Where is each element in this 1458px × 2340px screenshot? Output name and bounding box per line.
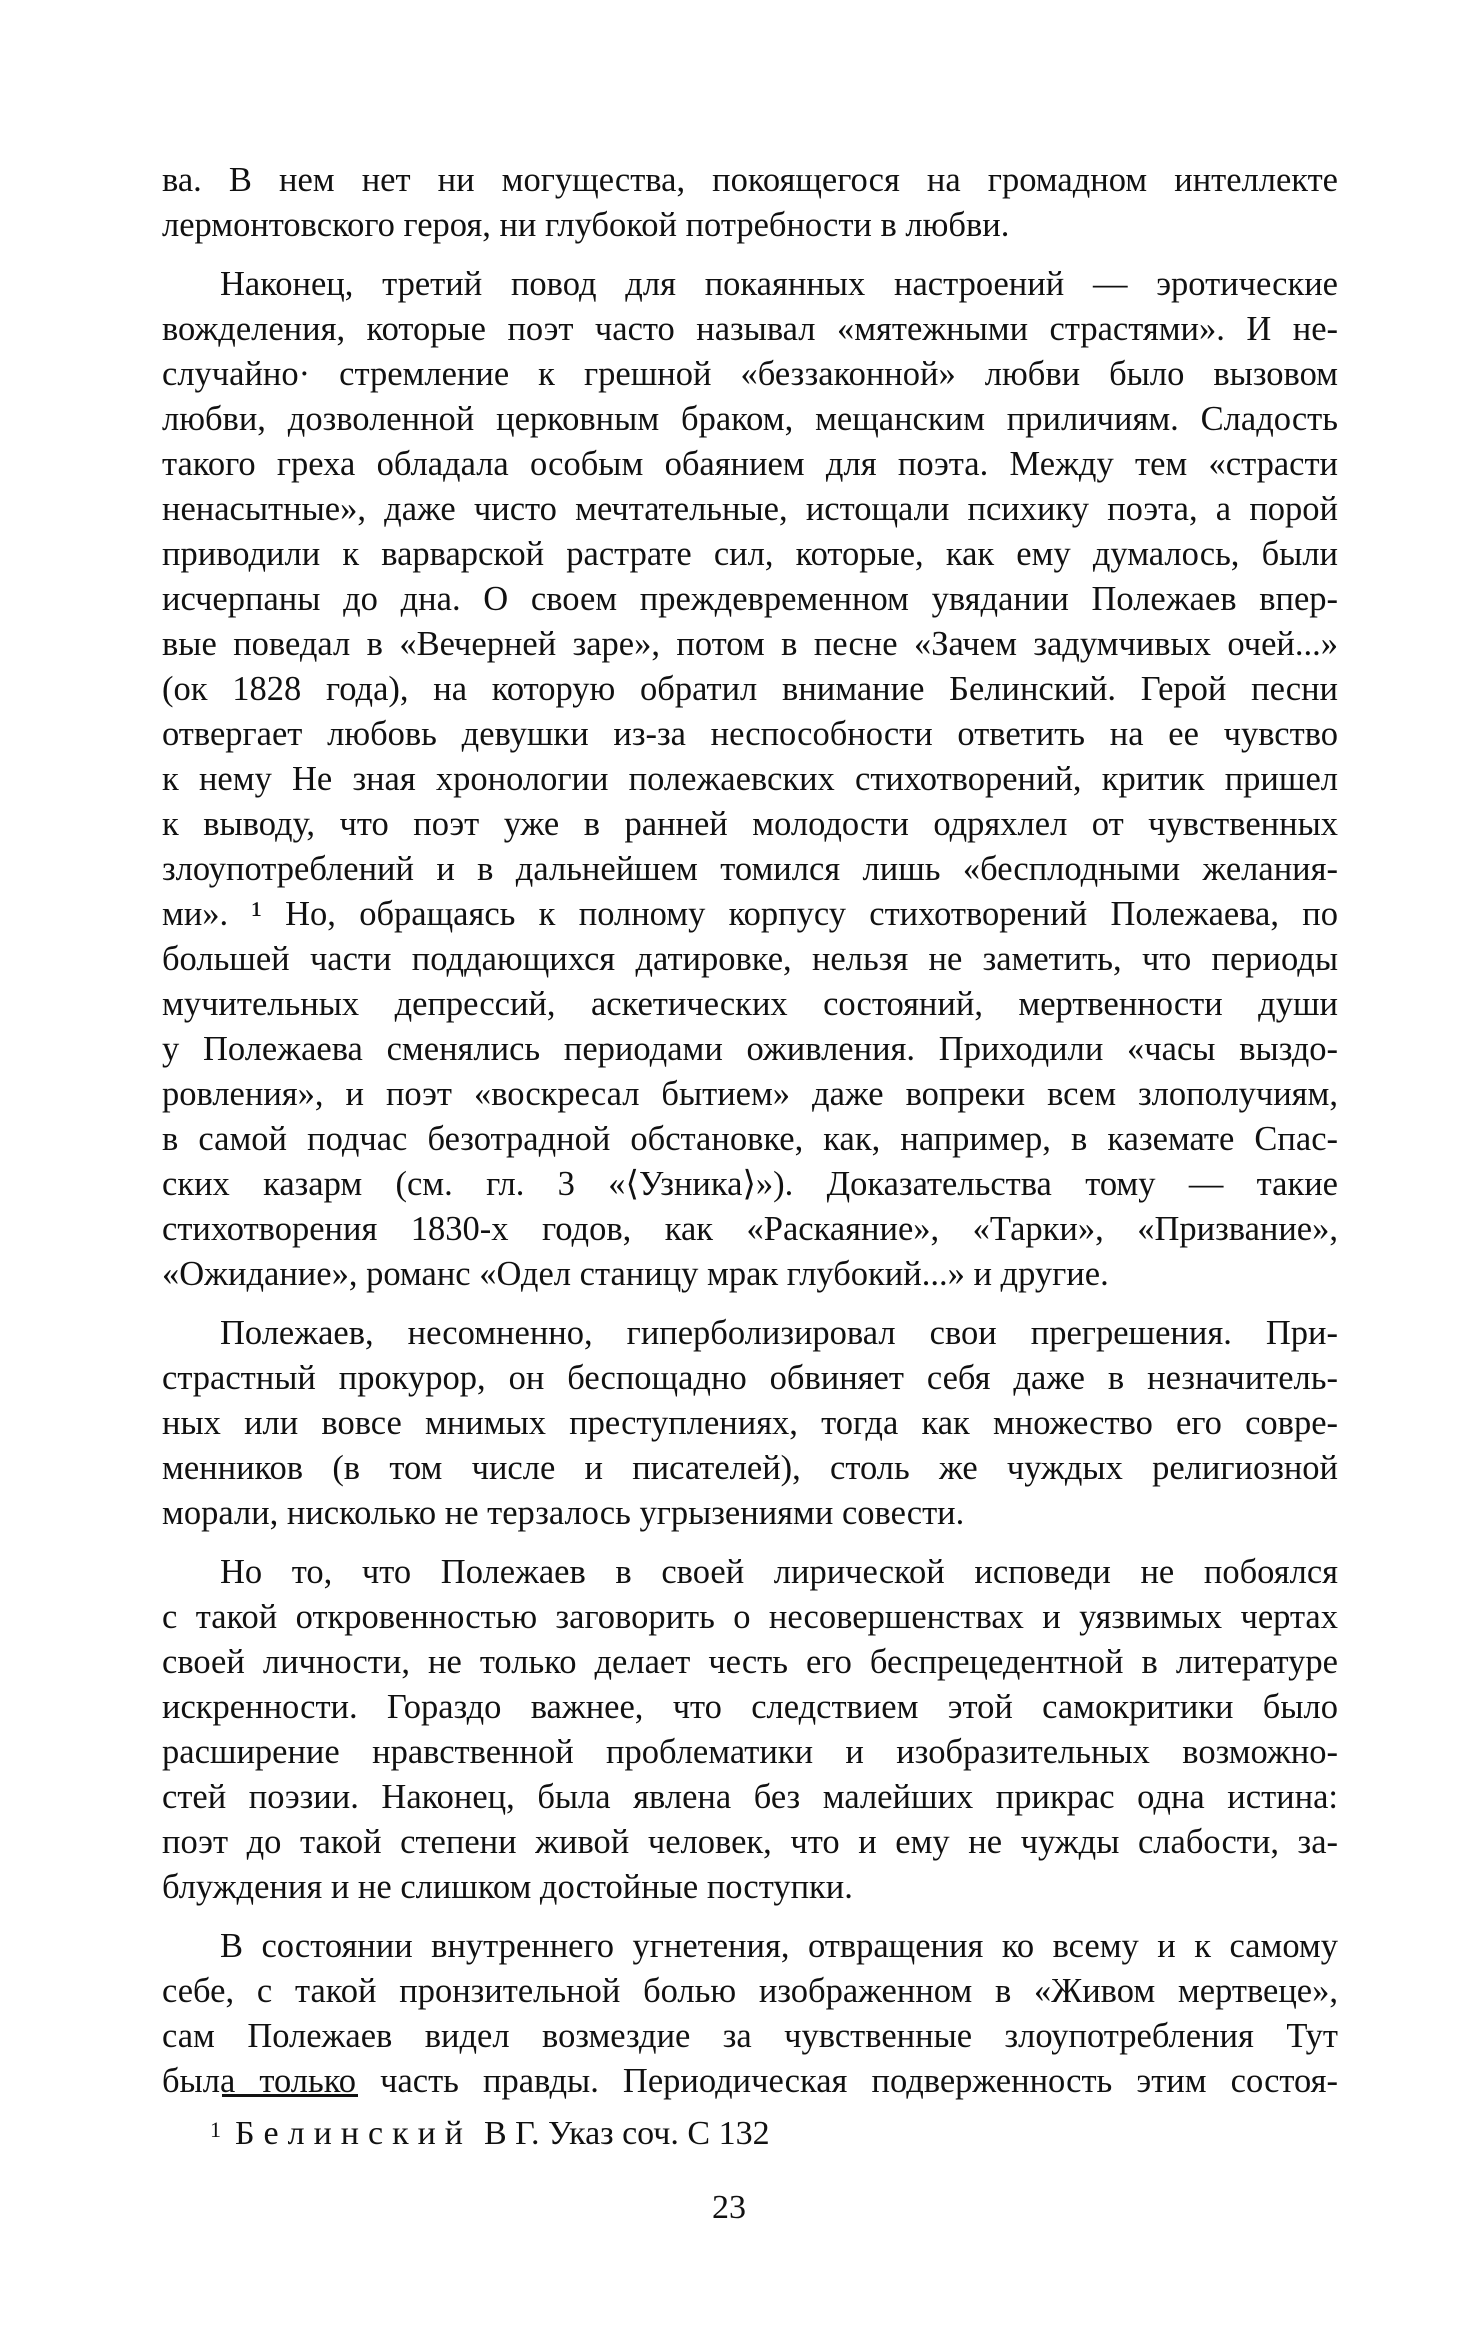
text-line: случайно· стремление к грешной «беззаконной» любви было вызовом xyxy=(162,355,1338,393)
text-line: своей личности, не только делает честь его беспрецедентной в литературе xyxy=(162,1643,1338,1681)
text-line: была только часть правды. Периодическая подверженность этим состоя- xyxy=(162,2062,1338,2100)
text-line: ненасытные», даже чисто мечтательные, истощали психику поэта, а порой xyxy=(162,490,1338,528)
text-line: мучительных депрессий, аскетических состояний, мертвенности души xyxy=(162,985,1338,1023)
paragraph xyxy=(162,262,1338,1297)
footnote-author: Белинский xyxy=(235,2115,472,2152)
text-line: сам Полежаев видел возмездие за чувственные злоупотребления Тут xyxy=(162,2017,1338,2055)
text-line: ва. В нем нет ни могущества, покоящегося на громадном интеллекте xyxy=(162,161,1338,199)
text-line: «Ожидание», романс «Одел станицу мрак глубокий...» и другие. xyxy=(162,1255,1109,1293)
footnote-mark: 1 xyxy=(210,2117,221,2142)
text-line: любви, дозволенной церковным браком, мещанским приличиям. Сладость xyxy=(162,400,1338,438)
text-line: морали, нисколько не терзалось угрызениями совести. xyxy=(162,1494,965,1532)
text-line: расширение нравственной проблематики и изобразительных возможно- xyxy=(162,1733,1338,1771)
footnote-separator xyxy=(222,2094,358,2097)
text-line: такого греха обладала особым обаянием для поэта. Между тем «страсти xyxy=(162,445,1338,483)
text-line: стей поэзии. Наконец, была явлена без малейших прикрас одна истина: xyxy=(162,1778,1338,1816)
text-line: ных или вовсе мнимых преступлениях, тогда как множество его совре- xyxy=(162,1404,1338,1442)
paragraph xyxy=(162,1550,1338,1910)
text-line: лермонтовского героя, ни глубокой потребности в любви. xyxy=(162,206,1010,244)
text-line: Наконец, третий повод для покаянных настроений — эротические xyxy=(220,265,1338,303)
text-line: страстный прокурор, он беспощадно обвиняет себя даже в незначитель- xyxy=(162,1359,1338,1397)
text-line: к выводу, что поэт уже в ранней молодости одряхлел от чувственных xyxy=(162,805,1338,843)
text-line: злоупотреблений и в дальнейшем томился лишь «бесплодными желания- xyxy=(162,850,1338,888)
text-line: Полежаев, несомненно, гиперболизировал свои прегрешения. При- xyxy=(220,1314,1338,1352)
text-line: большей части поддающихся датировке, нельзя не заметить, что периоды xyxy=(162,940,1338,978)
text-line: поэт до такой степени живой человек, что и ему не чужды слабости, за- xyxy=(162,1823,1338,1861)
text-line: у Полежаева сменялись периодами оживления. Приходили «часы выздо- xyxy=(162,1030,1338,1068)
paragraph xyxy=(162,158,1338,248)
footnote-reference: В Г. Указ соч. С 132 xyxy=(483,2115,770,2152)
text-line: блуждения и не слишком достойные поступки. xyxy=(162,1868,853,1906)
text-line: к нему Не зная хронологии полежаевских стихотворений, критик пришел xyxy=(162,760,1338,798)
paragraph xyxy=(162,1311,1338,1536)
text-line: ровления», и поэт «воскресал бытием» даже вопреки всем злополучиям, xyxy=(162,1075,1338,1113)
text-line: исчерпаны до дна. О своем преждевременном увядании Полежаев впер- xyxy=(162,580,1338,618)
text-line: отвергает любовь девушки из-за неспособности ответить на ее чувство xyxy=(162,715,1338,753)
body-text xyxy=(162,158,1338,2104)
text-line: Но то, что Полежаев в своей лирической исповеди не побоялся xyxy=(220,1553,1338,1591)
text-line: в самой подчас безотрадной обстановке, как, например, в каземате Спас- xyxy=(162,1120,1338,1158)
text-line: менников (в том числе и писателей), столь же чуждых религиозной xyxy=(162,1449,1338,1487)
text-line: стихотворения 1830-х годов, как «Раскаяние», «Тарки», «Призвание», xyxy=(162,1210,1338,1248)
text-line: себе, с такой пронзительной болью изображенном в «Живом мертвеце», xyxy=(162,1972,1338,2010)
text-line: вожделения, которые поэт часто называл «мятежными страстями». И не- xyxy=(162,310,1338,348)
text-line: ми». ¹ Но, обращаясь к полному корпусу стихотворений Полежаева, по xyxy=(162,895,1338,933)
text-line: (ок 1828 года), на которую обратил внимание Белинский. Герой песни xyxy=(162,670,1338,708)
text-line: искренности. Гораздо важнее, что следствием этой самокритики было xyxy=(162,1688,1338,1726)
page-number: 23 xyxy=(712,2189,746,2226)
footnote xyxy=(210,2112,770,2156)
text-line: ских казарм (см. гл. 3 «⟨Узника⟩»). Доказательства тому — такие xyxy=(162,1165,1338,1203)
text-line: приводили к варварской растрате сил, которые, как ему думалось, были xyxy=(162,535,1338,573)
text-line: В состоянии внутреннего угнетения, отвращения ко всему и к самому xyxy=(220,1927,1338,1965)
paragraph xyxy=(162,1924,1338,2104)
text-line: с такой откровенностью заговорить о несовершенствах и уязвимых чертах xyxy=(162,1598,1338,1636)
text-line: вые поведал в «Вечерней заре», потом в песне «Зачем задумчивых очей...» xyxy=(162,625,1338,663)
